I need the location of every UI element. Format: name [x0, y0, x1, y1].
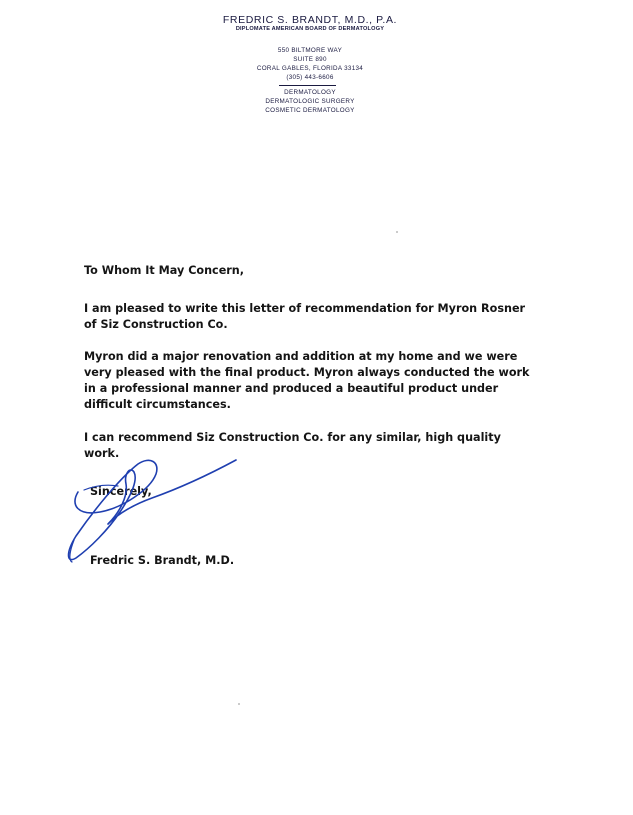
letterhead-phone: (305) 443-6606 [286, 74, 334, 81]
paragraph-1-line: I am pleased to write this letter of recommendation for Myron Rosner [84, 302, 526, 315]
paragraph-2-line: very pleased with the final product. Myron always conducted the work [84, 366, 530, 379]
paragraph-2-line: difficult circumstances. [84, 398, 231, 411]
closing: Sincerely, [90, 485, 152, 498]
letterhead-specialty: DERMATOLOGY [284, 89, 336, 96]
letterhead-divider [279, 85, 336, 86]
letterhead-address-line: SUITE 890 [293, 56, 327, 63]
letterhead-specialty: COSMETIC DERMATOLOGY [265, 107, 355, 114]
letterhead-specialty: DERMATOLOGIC SURGERY [265, 98, 355, 105]
letterhead-board-certification: DIPLOMATE AMERICAN BOARD OF DERMATOLOGY [235, 26, 385, 32]
paragraph-3-line: work. [84, 447, 120, 460]
handwritten-signature [60, 450, 250, 575]
letterhead-address-line: CORAL GABLES, FLORIDA 33134 [256, 65, 364, 72]
scan-speck [238, 703, 240, 705]
paragraph-2-line: in a professional manner and produced a beautiful product under [84, 382, 499, 395]
scan-speck [396, 231, 398, 233]
letterhead-address-line: 550 BILTMORE WAY [277, 47, 343, 54]
paragraph-2-line: Myron did a major renovation and addition at my home and we were [84, 350, 518, 363]
salutation: To Whom It May Concern, [84, 264, 245, 277]
paragraph-1-line: of Siz Construction Co. [84, 318, 228, 331]
letterhead-name: FREDRIC S. BRANDT, M.D., P.A. [222, 14, 398, 26]
signer-name: Fredric S. Brandt, M.D. [90, 554, 235, 567]
paragraph-3-line: I can recommend Siz Construction Co. for any similar, high quality [84, 431, 501, 444]
